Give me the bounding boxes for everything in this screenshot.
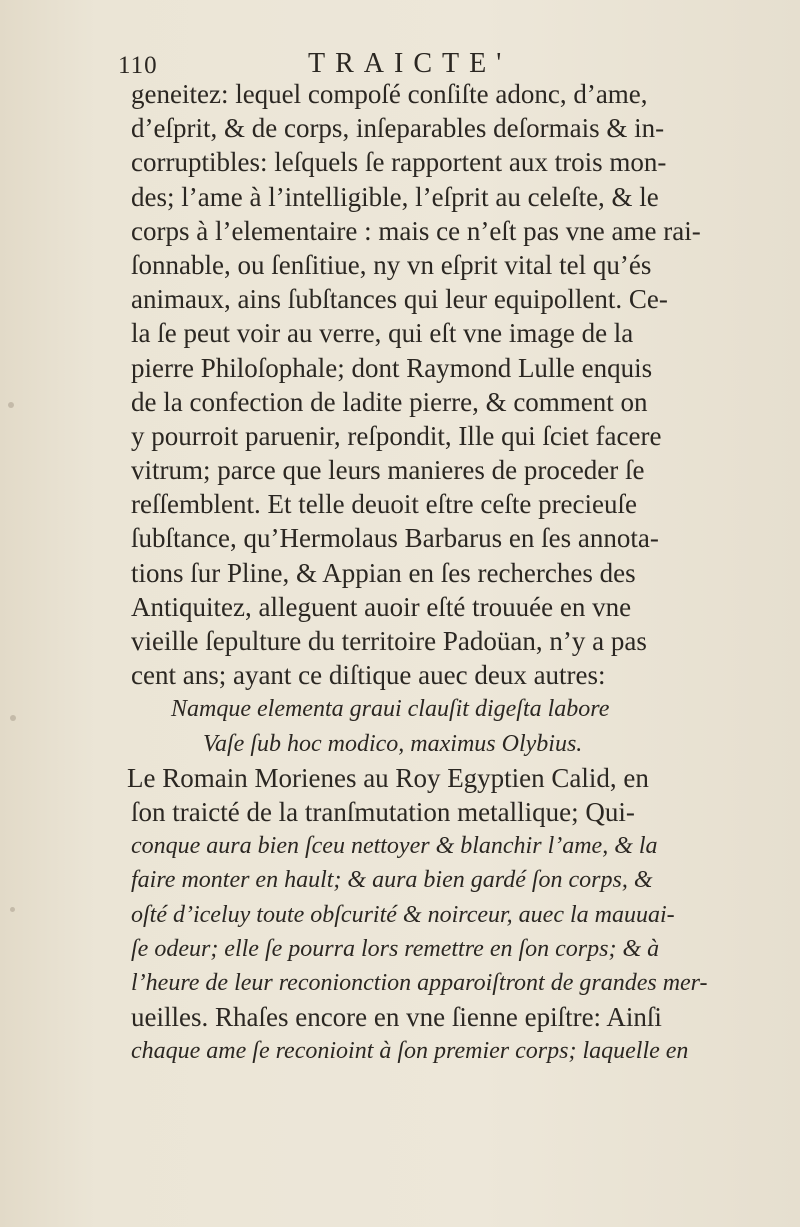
foxing-spot xyxy=(8,402,14,408)
text-line: corps à l’elementaire : mais ce n’eſt pas vne ame rai- xyxy=(131,215,701,246)
text-line: animaux, ains ſubſtances qui leur equipollent. Ce- xyxy=(131,284,668,315)
text-line: corruptibles: leſquels ſe rapportent aux trois mon- xyxy=(131,147,667,178)
text-line: ſonnable, ou ſenſitiue, ny vn eſprit vital tel qu’és xyxy=(131,249,652,280)
text-line: ueilles. Rhaſes encore en vne ſienne epiſtre: Ainſi xyxy=(131,1002,662,1033)
text-line: faire monter en hault; & aura bien gardé ſon corps, & xyxy=(131,867,653,894)
text-line: conque aura bien ſceu nettoyer & blanchir l’ame, & la xyxy=(131,833,658,860)
text-line: reſſemblent. Et telle deuoit eſtre ceſte precieuſe xyxy=(131,489,637,520)
text-line: Vaſe ſub hoc modico, maximus Olybius. xyxy=(203,730,583,757)
text-line: la ſe peut voir au verre, qui eſt vne image de la xyxy=(131,318,634,349)
text-line: vitrum; parce que leurs manieres de proceder ſe xyxy=(131,455,645,486)
body-text xyxy=(127,77,731,1068)
text-line: chaque ame ſe reconioint à ſon premier corps; laquelle en xyxy=(131,1038,689,1065)
text-line: ſe odeur; elle ſe pourra lors remettre en ſon corps; & à xyxy=(131,935,660,962)
text-line: vieille ſepulture du territoire Padoüan, n’y a pas xyxy=(131,626,647,656)
text-line: pierre Philoſophale; dont Raymond Lulle enquis xyxy=(131,352,653,383)
text-line: cent ans; ayant ce diſtique auec deux autres: xyxy=(131,660,606,691)
text-line: Antiquitez, alleguent auoir eſté trouuée en vne xyxy=(131,591,632,622)
foxing-spot xyxy=(10,715,16,721)
text-line: Namque elementa graui clauſit digeſta labore xyxy=(171,696,610,723)
page-number: 110 xyxy=(118,52,158,79)
text-line: y pourroit paruenir, reſpondit, Ille qui ſciet facere xyxy=(131,420,662,451)
text-line: tions ſur Pline, & Appian en ſes recherches des xyxy=(131,557,636,588)
text-line: geneitez: lequel compoſé conſiſte adonc, d’ame, xyxy=(131,79,648,109)
text-line: des; l’ame à l’intelligible, l’eſprit au celeſte, & le xyxy=(131,181,659,212)
text-line: oſté d’iceluy toute obſcurité & noirceur, auec la mauuai- xyxy=(131,901,675,928)
text-line: Le Romain Morienes au Roy Egyptien Calid, en xyxy=(127,762,649,793)
text-line: ſon traicté de la tranſmutation metallique; Qui- xyxy=(131,796,635,827)
text-line: de la confection de ladite pierre, & comment on xyxy=(131,386,648,417)
text-line: ſubſtance, qu’Hermolaus Barbarus en ſes annota- xyxy=(131,523,659,554)
foxing-spot xyxy=(10,907,15,912)
running-head: TRAICTE' xyxy=(308,48,512,79)
text-line: l’heure de leur reconionction apparoiſtront de grandes mer- xyxy=(131,969,708,996)
text-line: d’eſprit, & de corps, inſeparables deſormais & in- xyxy=(131,113,665,144)
